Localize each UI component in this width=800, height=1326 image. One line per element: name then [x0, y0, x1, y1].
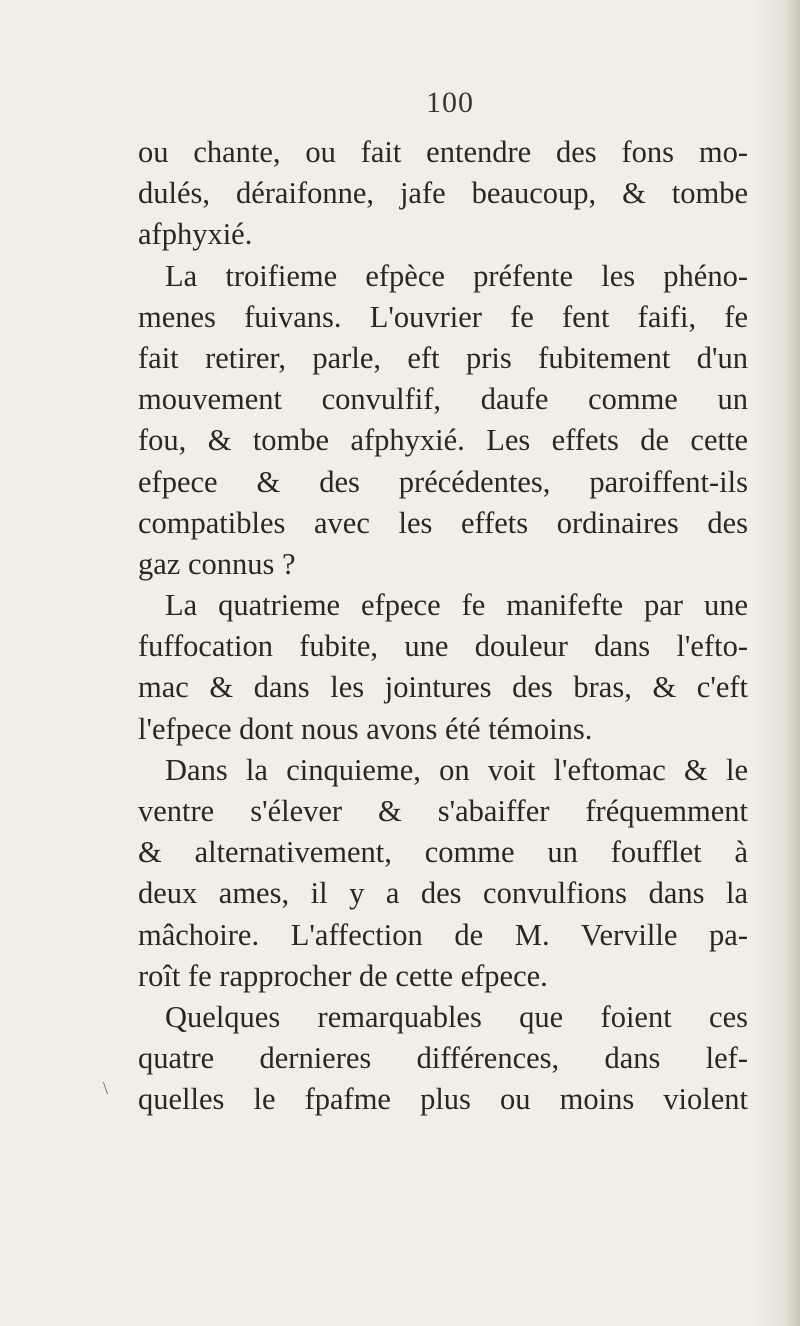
- text-line: menes fuivans. L'ouvrier fe fent faifi, fe: [138, 299, 748, 334]
- margin-mark: \: [103, 1078, 109, 1098]
- text-line: compatibles avec les effets ordinaires des: [138, 505, 748, 540]
- text-line: quatre dernieres différences, dans lef-: [138, 1041, 748, 1076]
- text-line: afphyxié.: [138, 217, 253, 252]
- text-line: fou, & tombe afphyxié. Les effets de cette: [138, 423, 748, 458]
- body-text: [138, 132, 748, 1121]
- text-line: efpece & des précédentes, paroiffent-ils: [138, 464, 748, 499]
- text-line: dulés, déraifonne, jafe beaucoup, & tombe: [138, 176, 748, 211]
- text-line: ventre s'élever & s'abaiffer fréquemment: [138, 794, 748, 828]
- text-line: l'efpece dont nous avons été témoins.: [138, 711, 593, 746]
- page-edge-shadow: [786, 0, 800, 1326]
- text-line: mâchoire. L'affection de M. Verville pa-: [138, 917, 748, 952]
- text-line: mouvement convulfif, daufe comme un: [138, 382, 748, 417]
- text-line: gaz connus ?: [138, 546, 296, 581]
- paragraph-start-line: Dans la cinquieme, on voit l'eftomac & le: [165, 752, 748, 787]
- text-line: quelles le fpafme plus ou moins violent: [138, 1082, 748, 1117]
- text-line: deux ames, il y a des convulfions dans la: [138, 876, 748, 911]
- paragraph-start-line: Quelques remarquables que foient ces: [165, 999, 748, 1034]
- text-line: fait retirer, parle, eft pris fubitement d'un: [138, 340, 748, 375]
- text-line: ou chante, ou fait entendre des fons mo-: [138, 135, 748, 169]
- text-line: roît fe rapprocher de cette efpece.: [138, 958, 548, 993]
- text-line: fuffocation fubite, une douleur dans l'efto-: [138, 629, 748, 664]
- text-line: mac & dans les jointures des bras, & c'eft: [138, 670, 748, 705]
- paragraph-start-line: La troifieme efpèce préfente les phéno-: [165, 258, 748, 293]
- text-line: & alternativement, comme un foufflet à: [138, 835, 748, 870]
- page-number: 100: [426, 86, 474, 119]
- paragraph-start-line: La quatrieme efpece fe manifefte par une: [165, 588, 748, 623]
